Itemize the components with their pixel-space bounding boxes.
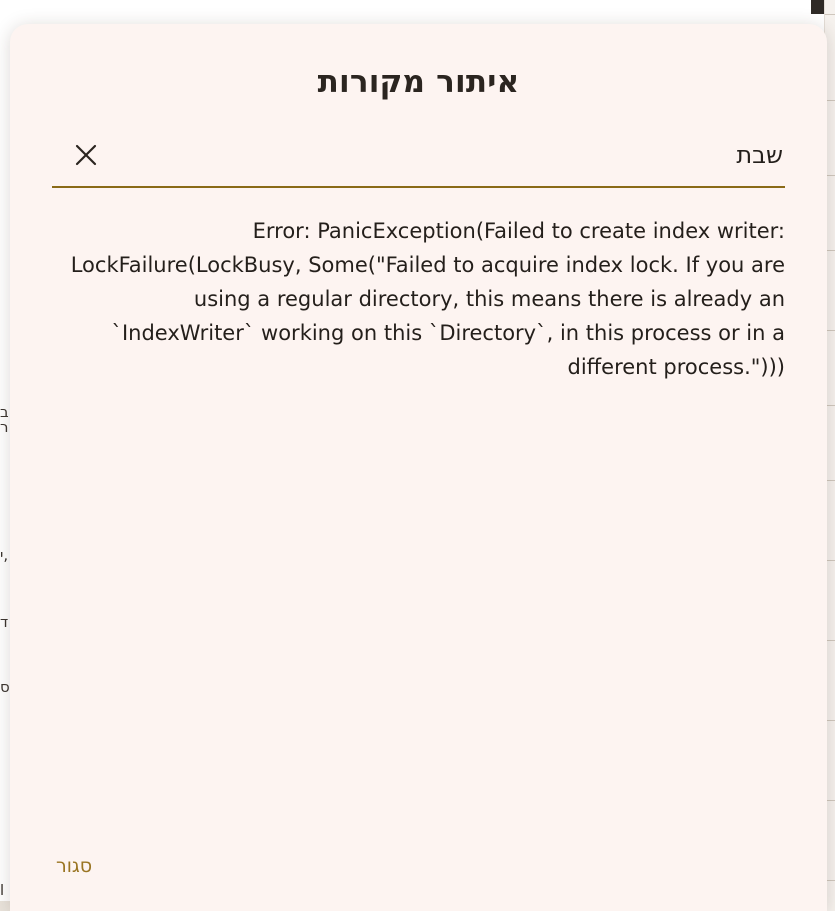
dialog-title: איתור מקורות: [317, 64, 520, 100]
background-text-fragment: ב: [0, 403, 9, 421]
clear-search-button[interactable]: [66, 136, 106, 176]
background-text-fragment: ס: [0, 678, 10, 696]
search-row: [52, 136, 785, 188]
background-text-fragment: ד: [0, 613, 9, 631]
close-button[interactable]: סגור: [52, 849, 96, 883]
background-text-fragment: י,: [0, 546, 9, 564]
background-text-fragment: ר: [0, 418, 9, 436]
search-input[interactable]: [106, 141, 785, 171]
close-icon: [72, 141, 100, 172]
source-search-dialog: [10, 24, 827, 911]
background-text-fragment: ן: [0, 878, 5, 896]
error-message-area: [52, 214, 792, 384]
dialog-footer: [10, 849, 827, 911]
error-message: Error: PanicException(Failed to create index writer: LockFailure(LockBusy, Some("Failed to acquire index lock. If you are using a regular directory, this means there is already an `IndexWriter` working on this `Directory`, in this process or in a different process."))): [70, 219, 792, 380]
results-list: [10, 384, 827, 849]
